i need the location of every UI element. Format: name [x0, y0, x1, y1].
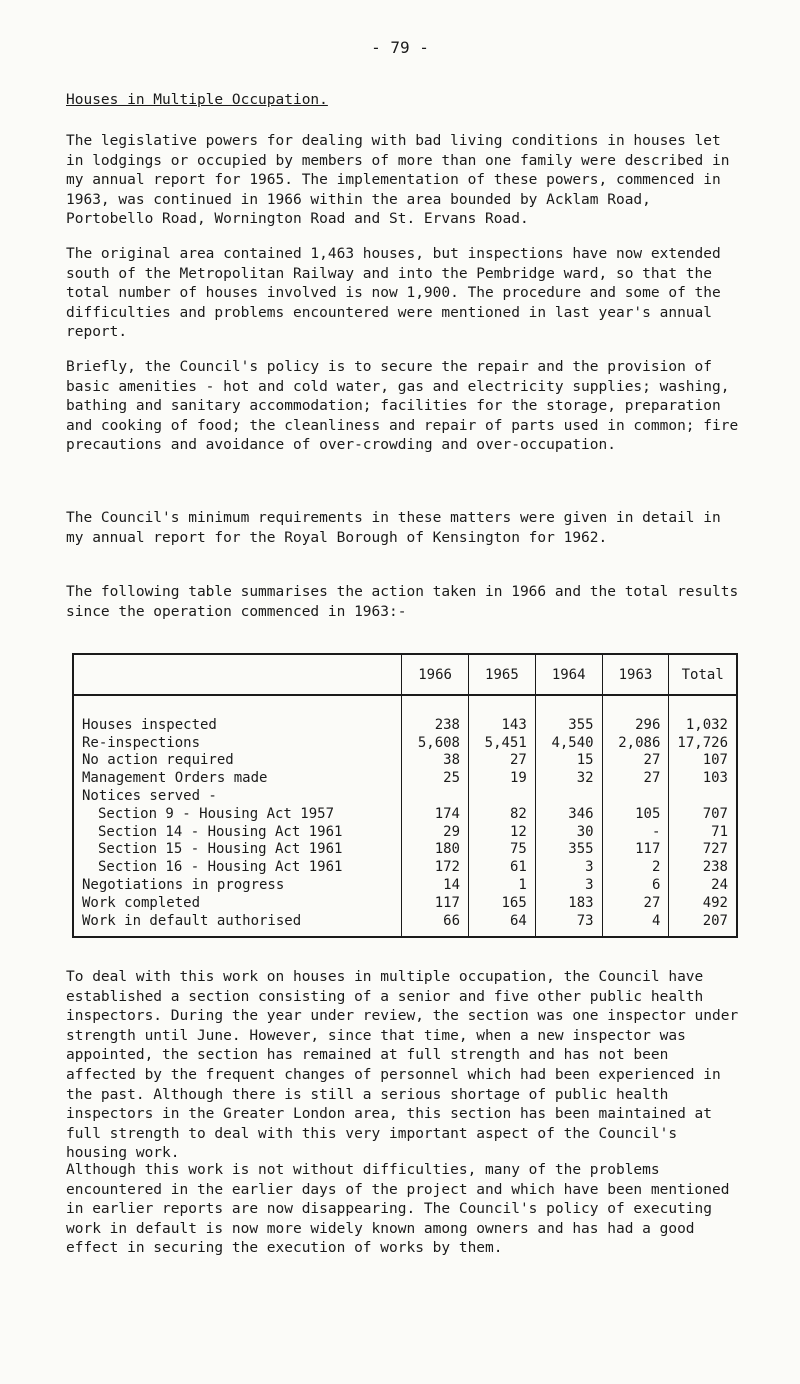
row-label: Section 9 - Housing Act 1957 [98, 805, 335, 822]
row-label: Work in default authorised [82, 912, 302, 929]
table-cell: 25 [402, 769, 469, 787]
table-cell: 29 [402, 823, 469, 841]
table-cell: 66 [402, 912, 469, 937]
paragraph-legislative-powers: The legislative powers for dealing with bad living conditions in houses let in lodgings or occupied by members of more than one family were described in my annual report for 1965. The implementation of these powers, commenced in 1963, was continued in 1966 within the area bounded by Acklam Road, Portobello Road, Wornington Road and St. Ervans Road. [66, 133, 730, 228]
paragraph-original-area: The original area contained 1,463 houses, but inspections have now extended south of the Metropolitan Railway and into the Pembridge ward, so that the total number of houses involved is now 1,900. The procedure and some of the difficulties and problems encountered were mentioned in last year's annual report. [66, 246, 721, 341]
table-cell: 172 [402, 858, 469, 876]
row-label: Section 15 - Housing Act 1961 [98, 841, 343, 858]
column-header: 1964 [535, 654, 602, 695]
row-label: No action required [82, 752, 234, 769]
table-cell: 117 [602, 841, 669, 859]
summary-table [72, 653, 738, 938]
table-cell: 6 [602, 876, 669, 894]
row-label: Notices served - [82, 788, 217, 805]
table-cell: 107 [669, 752, 737, 770]
column-header: 1966 [402, 654, 469, 695]
table-cell: 27 [602, 752, 669, 770]
table-cell: 4,540 [535, 734, 602, 752]
table-row [73, 823, 737, 841]
table-cell [402, 787, 469, 805]
table-cell: 3 [535, 858, 602, 876]
table-cell: 27 [602, 894, 669, 912]
table-cell: 238 [402, 695, 469, 734]
table-cell: 1,032 [669, 695, 737, 734]
table-cell: 117 [402, 894, 469, 912]
paragraph-staffing: To deal with this work on houses in multiple occupation, the Council have established a section consisting of a senior and five other public health inspectors. During the year under review, the section was one inspector under strength until June. However, since that time, when a new inspector was appointed, the section has remained at full strength and has not been affected by the frequent changes of personnel which had been experienced in the past. Although there is still a serious shortage of public health inspectors in the Greater London area, this section has been maintained at full strength to deal with this very important aspect of the Council's housing work. [66, 969, 739, 1162]
table-cell: 5,451 [469, 734, 536, 752]
column-header: Total [669, 654, 737, 695]
table-row [73, 734, 737, 752]
table-cell: 19 [469, 769, 536, 787]
section-heading: Houses in Multiple Occupation. [66, 92, 328, 108]
table-cell: - [602, 823, 669, 841]
table-cell: 12 [469, 823, 536, 841]
page-number: - 79 - [371, 38, 429, 57]
table-cell: 75 [469, 841, 536, 859]
table-row [73, 912, 737, 937]
table-cell: 1 [469, 876, 536, 894]
column-header: 1965 [469, 654, 536, 695]
paragraph-work-in-default: Although this work is not without difficulties, many of the problems encountered in the earlier days of the project and which have been mentioned in earlier reports are now disappearing. The Council's policy of executing work in default is now more widely known among owners and has had a good effect in securing the execution of works by them. [66, 1162, 730, 1257]
table-cell: 30 [535, 823, 602, 841]
table-row [73, 841, 737, 859]
table-cell: 174 [402, 805, 469, 823]
column-header-label [73, 654, 402, 695]
table-cell: 61 [469, 858, 536, 876]
table-cell: 24 [669, 876, 737, 894]
table-row [73, 752, 737, 770]
table-cell: 207 [669, 912, 737, 937]
table-cell: 727 [669, 841, 737, 859]
table-row [73, 894, 737, 912]
row-label: Negotiations in progress [82, 877, 285, 894]
row-label: Section 16 - Housing Act 1961 [98, 859, 343, 876]
table-cell: 707 [669, 805, 737, 823]
table-cell: 355 [535, 695, 602, 734]
table-header-row [73, 654, 737, 695]
table-cell: 27 [602, 769, 669, 787]
table-cell: 15 [535, 752, 602, 770]
table-cell [469, 787, 536, 805]
paragraph-table-intro: The following table summarises the action taken in 1966 and the total results since the operation commenced in 1963:- [66, 584, 739, 620]
table-cell: 2 [602, 858, 669, 876]
table-cell: 165 [469, 894, 536, 912]
row-label: Re-inspections [82, 734, 201, 751]
column-header: 1963 [602, 654, 669, 695]
table-cell [602, 787, 669, 805]
table-cell: 296 [602, 695, 669, 734]
table-row [73, 876, 737, 894]
row-label: Section 14 - Housing Act 1961 [98, 823, 343, 840]
table-cell: 82 [469, 805, 536, 823]
table-cell: 17,726 [669, 734, 737, 752]
table-cell: 346 [535, 805, 602, 823]
table-cell: 64 [469, 912, 536, 937]
table-cell: 355 [535, 841, 602, 859]
table-cell: 73 [535, 912, 602, 937]
table-cell: 3 [535, 876, 602, 894]
table-row [73, 695, 737, 734]
table-cell: 14 [402, 876, 469, 894]
table-cell: 4 [602, 912, 669, 937]
table-cell: 143 [469, 695, 536, 734]
table-row [73, 805, 737, 823]
table-cell: 32 [535, 769, 602, 787]
table-row [73, 858, 737, 876]
table-cell: 180 [402, 841, 469, 859]
table-cell: 103 [669, 769, 737, 787]
table-cell: 71 [669, 823, 737, 841]
table-cell: 38 [402, 752, 469, 770]
table-row [73, 787, 737, 805]
table-cell [535, 787, 602, 805]
table-cell [669, 787, 737, 805]
paragraph-minimum-requirements: The Council's minimum requirements in these matters were given in detail in my annual report for the Royal Borough of Kensington for 1962. [66, 510, 721, 546]
table-cell: 105 [602, 805, 669, 823]
row-label: Management Orders made [82, 770, 268, 787]
paragraph-council-policy: Briefly, the Council's policy is to secure the repair and the provision of basic amenities - hot and cold water, gas and electricity supplies; washing, bathing and sanitary accommodation; facilities for the storage, preparation and cooking of food; the cleanliness and repair of parts used in common; fire precautions and avoidance of over-crowding and over-occupation. [66, 359, 739, 454]
table-cell: 2,086 [602, 734, 669, 752]
table-cell: 27 [469, 752, 536, 770]
row-label: Houses inspected [82, 716, 217, 733]
row-label: Work completed [82, 894, 201, 911]
table-cell: 183 [535, 894, 602, 912]
table-cell: 492 [669, 894, 737, 912]
table-cell: 5,608 [402, 734, 469, 752]
table-row [73, 769, 737, 787]
table-cell: 238 [669, 858, 737, 876]
